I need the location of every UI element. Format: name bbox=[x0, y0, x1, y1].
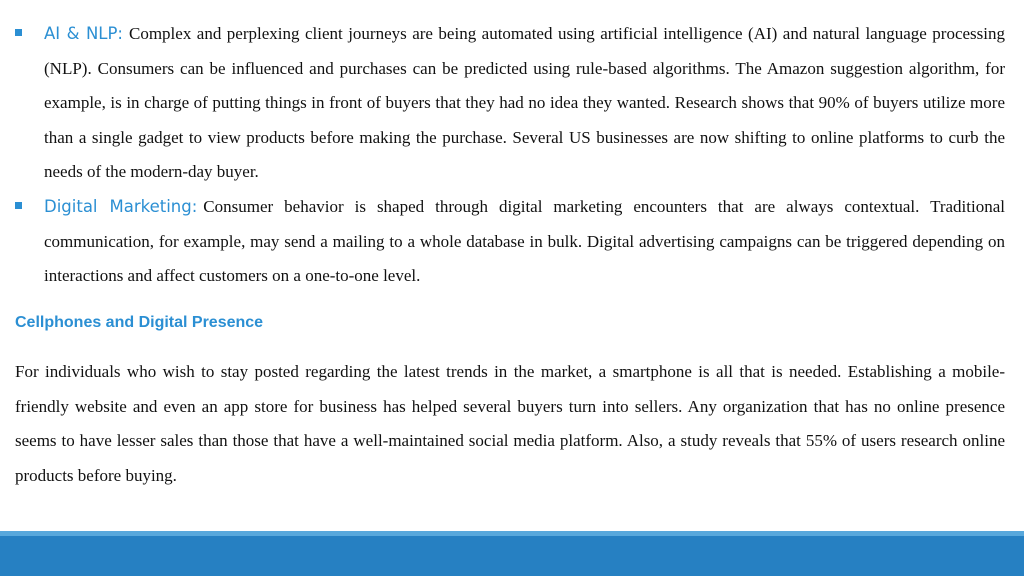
bullet-term: AI & NLP: bbox=[44, 24, 123, 43]
section-heading: Cellphones and Digital Presence bbox=[15, 314, 264, 331]
section-paragraph: For individuals who wish to stay posted regarding the latest trends in the market, a smartphone is all that is needed. Establishing a mobile-friendly website and even an app store for business has helped several buyers turn into sellers. Any organization that has no online presence seems to have lesser sales than those that have a well-maintained social media platform. Also, a study reveals that 55% of users research online products before buying. bbox=[15, 362, 1005, 485]
bullet-item-ai-nlp bbox=[0, 17, 1024, 190]
square-bullet-icon bbox=[15, 29, 22, 36]
bullet-text: Complex and perplexing client journeys are being automated using artificial intelligence (AI) and natural language processing (NLP). Consumers can be influenced and purchases can be predicted using rule-based algorithms. The Amazon suggestion algorithm, for example, is in charge of putting things in front of buyers that they had no idea they wanted. Research shows that 90% of buyers utilize more than a single gadget to view products before making the purchase. Several US businesses are now shifting to online platforms to curb the needs of the modern-day buyer. bbox=[44, 24, 1005, 182]
bullet-item-digital-marketing bbox=[0, 190, 1024, 294]
bullet-list bbox=[0, 17, 1024, 294]
footer-band bbox=[0, 531, 1024, 576]
bullet-text: Consumer behavior is shaped through digital marketing encounters that are always contextual. Traditional communication, for example, may send a mailing to a whole database in bulk. Digital advertising campaigns can be triggered depending on interactions and affect customers on a one-to-one level. bbox=[44, 196, 1005, 286]
bullet-term: Digital Marketing: bbox=[44, 196, 198, 216]
bullet-paragraph bbox=[44, 17, 1005, 190]
square-bullet-icon bbox=[15, 202, 22, 209]
footer-accent-line bbox=[0, 531, 1024, 536]
bullet-paragraph bbox=[44, 190, 1005, 294]
